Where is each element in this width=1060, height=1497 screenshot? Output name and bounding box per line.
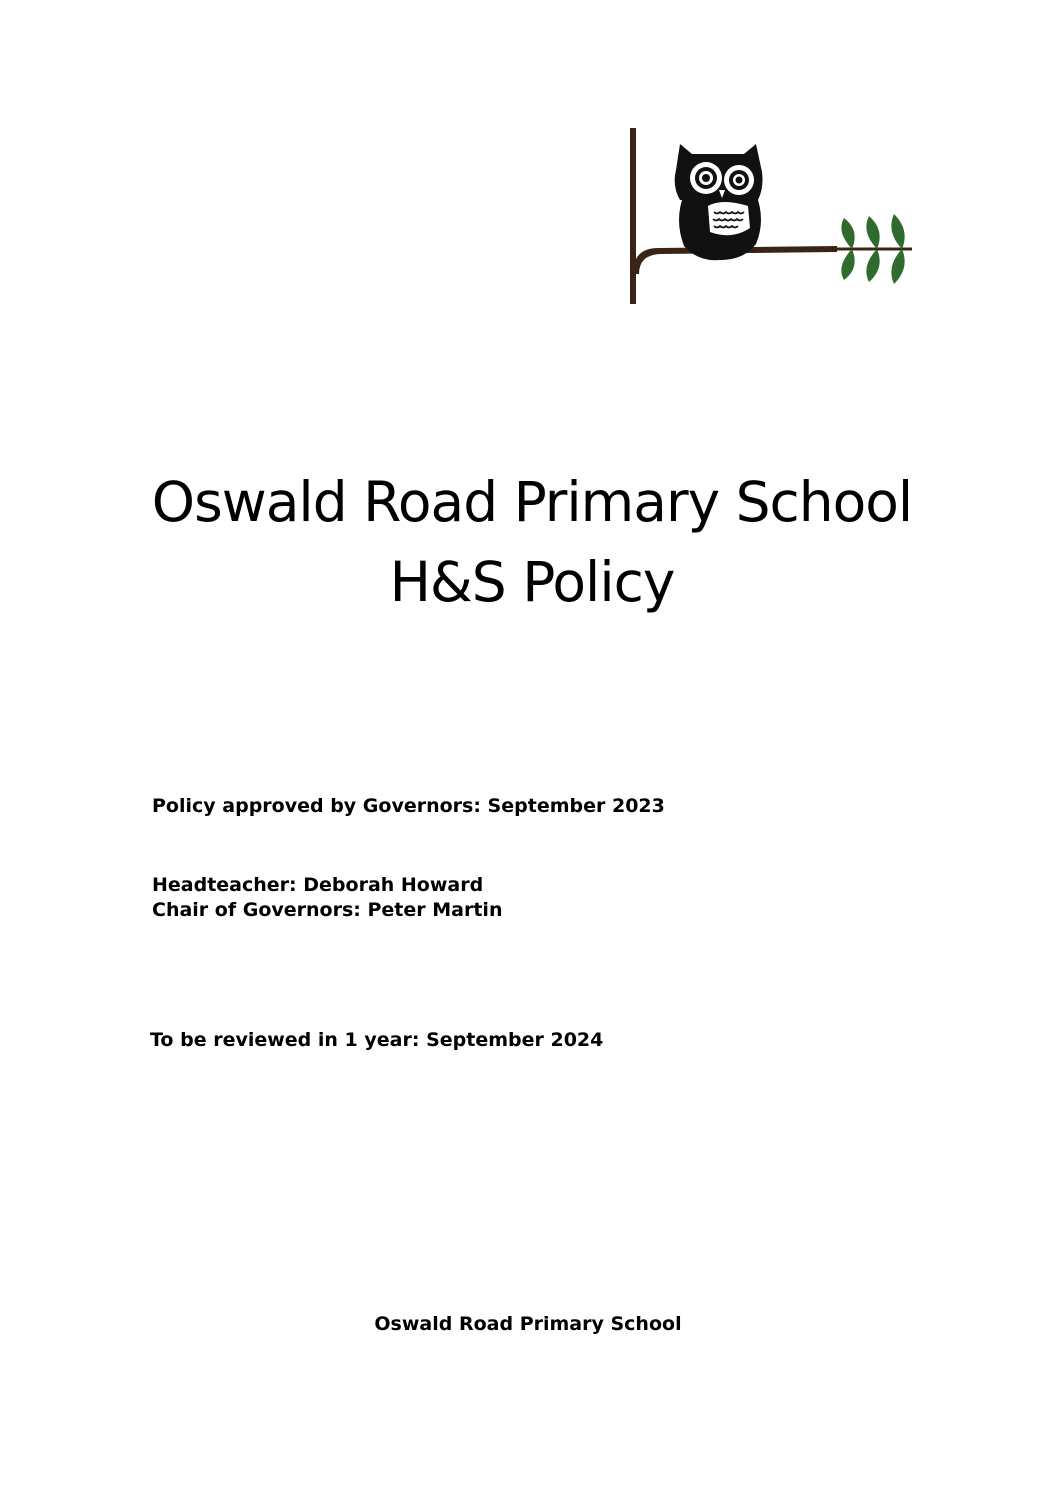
review-date: To be reviewed in 1 year: September 2024: [150, 1029, 604, 1051]
owl: [675, 144, 763, 260]
approval-date: Policy approved by Governors: September 2023: [152, 795, 665, 817]
document-title: [0, 462, 1060, 622]
headteacher-name: Headteacher: Deborah Howard: [152, 874, 484, 896]
branch-trunk: [630, 128, 636, 304]
title-policy-name: H&S Policy: [389, 550, 675, 614]
footer-school-name: Oswald Road Primary School: [374, 1313, 682, 1335]
leaf-sprig: [837, 214, 912, 284]
title-school-name: Oswald Road Primary School: [151, 470, 913, 534]
chair-of-governors-name: Chair of Governors: Peter Martin: [152, 899, 503, 921]
owl-logo-icon: [622, 124, 922, 308]
footer: [0, 1312, 1060, 1337]
